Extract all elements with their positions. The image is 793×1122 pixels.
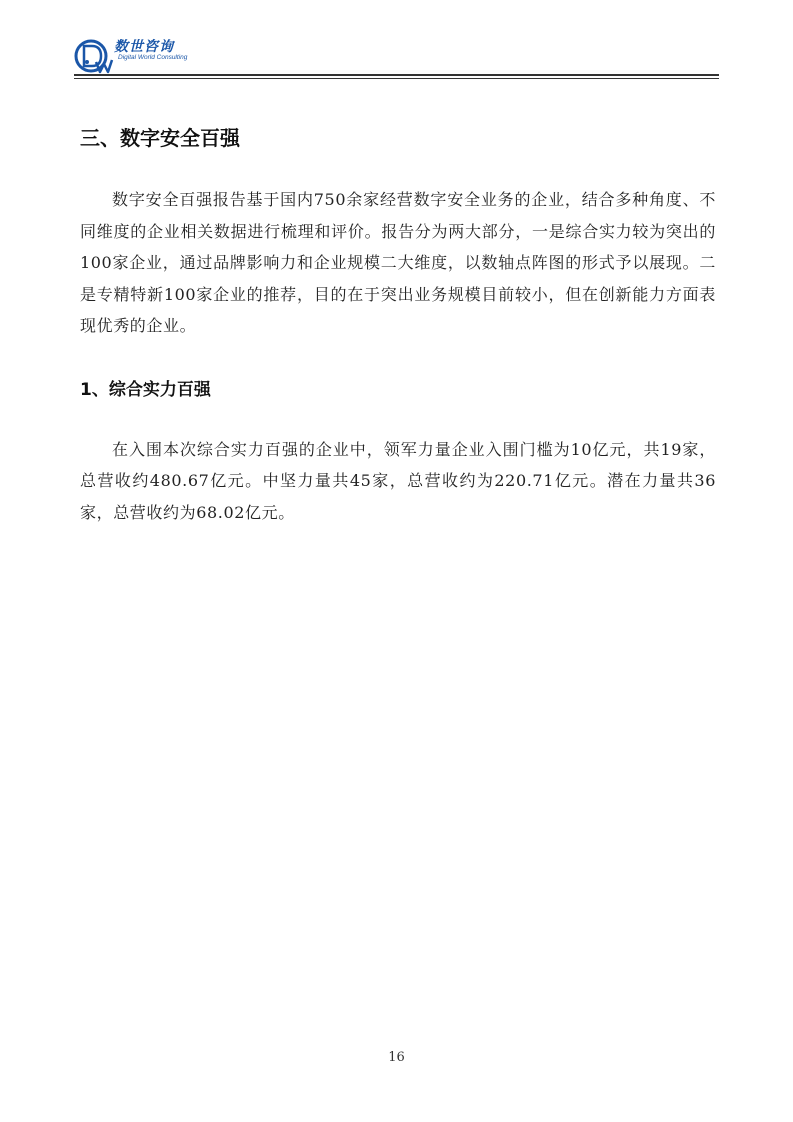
- logo-english-name: Digital World Consulting: [118, 54, 188, 61]
- section-title: 三、数字安全百强: [80, 126, 240, 150]
- company-logo: [74, 32, 214, 76]
- header-rule-thin: [74, 78, 719, 79]
- page-content: [80, 122, 716, 528]
- logo-chinese-name: 数世咨询: [114, 39, 174, 55]
- page-header: [74, 30, 719, 80]
- dw-logo-icon: [74, 32, 118, 76]
- subsection-title: 1、综合实力百强: [80, 379, 211, 400]
- section-paragraph: 数字安全百强报告基于国内750余家经营数字安全业务的企业，结合多种角度、不同维度的企业相关数据进行梳理和评价。报告分为两大部分，一是综合实力较为突出的100家企业，通过品牌影响力和企业规模二大维度，以数轴点阵图的形式予以展现。二是专精特新100家企业的推荐，目的在于突出业务规模目前较小，但在创新能力方面表现优秀的企业。: [80, 190, 716, 335]
- page-number: 16: [388, 1050, 405, 1065]
- header-rule-thick: [74, 74, 719, 76]
- subsection-paragraph: 在入围本次综合实力百强的企业中，领军力量企业入围门槛为10亿元，共19家，总营收约480.67亿元。中坚力量共45家，总营收约为220.71亿元。潜在力量共36家，总营收约为68.02亿元。: [80, 439, 716, 522]
